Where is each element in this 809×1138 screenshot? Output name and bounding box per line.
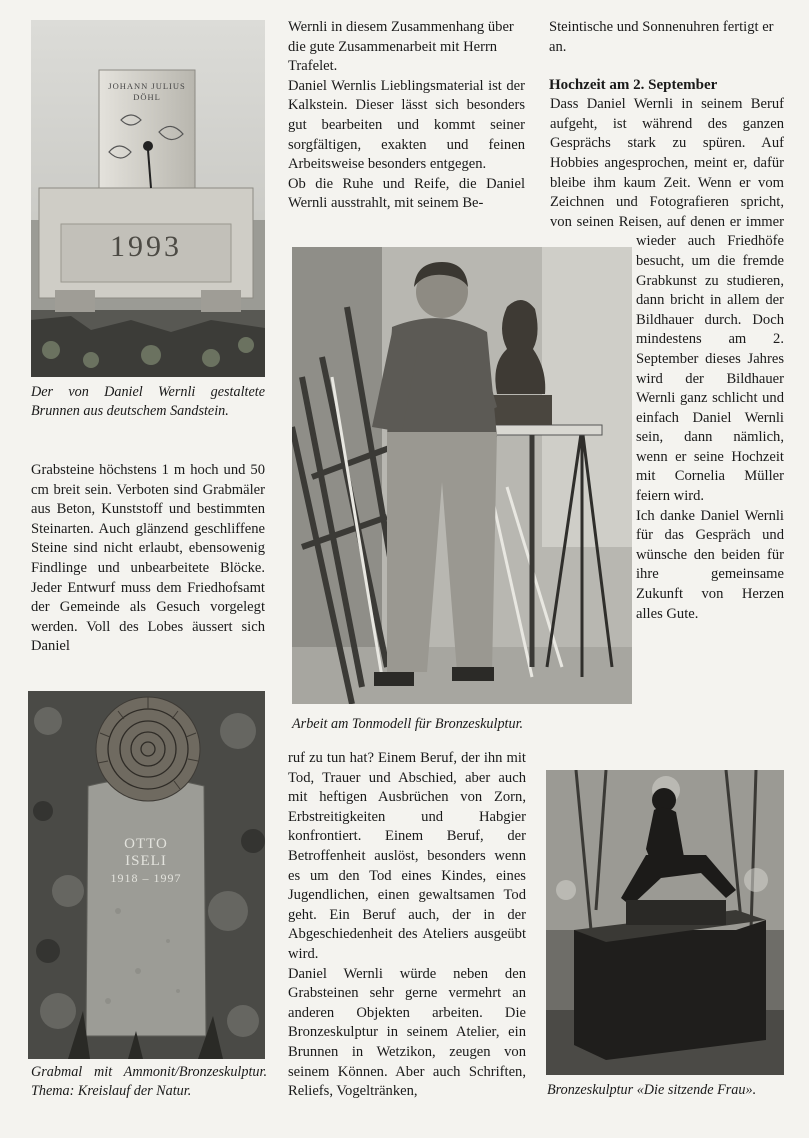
column3-text xyxy=(549,18,784,707)
fountain-name-line-1: JOHANN JULIUS xyxy=(108,81,186,91)
fountain-engraved-year: 1993 xyxy=(110,230,182,263)
column2-bottom-text xyxy=(288,749,526,1102)
column2-paragraph-4: ruf zu tun hat? Einem Beruf, der ihn mit Tod, Trauer und Abschied, aber auch mit heftigen Ausbrüchen von Zorn, Erbstreitigkeiten und Habgier konfrontiert. Einem Beruf, der Betroffenheit auslöst, besonders wenn es um den Tod eines Kindes, eines Jugendlichen, einen gewaltsamen Tod geht. Ein Beruf auch, der in der Abgeschiedenheit des Ateliers ausgeübt wird. xyxy=(288,750,526,962)
column2-paragraph-3: Ob die Ruhe und Reife, die Daniel Wernli ausstrahlt, mit seinem Be- xyxy=(288,175,525,212)
column1-paragraph: Grabsteine höchstens 1 m hoch und 50 cm breit sein. Verboten sind Grabmäler aus Beton, Kunststoff und bestimmten Steinarten. Auch glänzend geschliffene Steine sind nicht erlaubt, ebensowenig Findlinge und unbearbeitete Blöcke. Jeder Entwurf muss dem Friedhofsamt der Gemeinde als Gesuch vorgelegt werden. Voll des Lobes äussert sich Daniel xyxy=(31,462,265,655)
gravestone-engraved-text xyxy=(86,836,206,887)
fountain-name-line-2: DÖHL xyxy=(133,92,161,102)
gravestone-name-line-1: OTTO xyxy=(124,836,168,852)
gravestone-name-line-2: ISELI xyxy=(125,853,167,869)
gravestone-photo xyxy=(28,691,265,1059)
gravestone-caption: Grabmal mit Ammonit/Bronzeskulptur. Thema: Kreislauf der Natur. xyxy=(31,1064,267,1100)
column2-paragraph-5: Daniel Wernli würde neben den Grabsteinen sehr gerne vermehrt an anderen Objekten arbeiten. Die Bronzeskulptur in seinem Atelier, ein Brunnen in Wetzikon, zeugen von seinem Können. Aber auch Schriften, Reliefs, Vogeltränken, xyxy=(288,965,526,1100)
workshop-caption: Arbeit am Tonmodell für Bronzeskulptur. xyxy=(292,716,524,732)
column3-paragraph-3-flow: Ich danke Daniel Wernli für das Gespräch und wünsche den beiden für ihre gemeinsame Zukunft von Herzen alles Gute. xyxy=(636,507,784,622)
fountain-photo xyxy=(31,20,265,377)
bronze-photo xyxy=(546,770,784,1075)
column3-paragraph-1: Steintische und Sonnenuhren fertigt er an. xyxy=(549,19,774,55)
column2-paragraph-1: Wernli in diesem Zusammenhang über die gute Zusammenarbeit mit Herrn Trafelet. xyxy=(288,19,514,75)
column2-top-text xyxy=(288,18,525,214)
section-heading: Hochzeit am 2. September xyxy=(549,77,718,94)
bronze-image xyxy=(546,770,784,1075)
fountain-engraved-name xyxy=(101,81,193,103)
photo-wrap-left-top xyxy=(549,95,550,247)
column2-paragraph-2: Daniel Wernlis Lieblingsmaterial ist der Kalkstein. Dieser lässt sich besonders gut bearbeiten und kommt seiner sorgfältigen, exakten und feinen Arbeitsweise besonders entgegen. xyxy=(288,77,525,173)
column3-paragraph-2: Dass Daniel Wernli in seinem Beruf aufgeht, ist während des ganzen Gesprächs stark zu spüren. Auf Hobbies angesprochen, meint er, dafür bleibe ihm kaum Zeit. Wenn er vom Zeichnen und Fotografieren spricht, von seinen Reisen, auf denen er immer wieder auch Friedhöfe besucht, um die fremde Grabkunst zu studieren, dann bricht in allem der Bildhauer durch. Doch mindestens am 2. September dieses Jahres wird der Bildhauer Wernli ganz schlicht und einfach Daniel Wernli sein, dann nämlich, wenn er seine Hochzeit mit Cornelia Müller feiern wird. Ich danke Daniel Wernli für das Gespräch und wünsche den beiden für ihre gemeinsame Zukunft von Herzen alles Gute. xyxy=(549,95,784,624)
bronze-caption: Bronzeskulptur «Die sitzende Frau». xyxy=(547,1082,757,1098)
photo-wrap-spacer xyxy=(549,247,636,707)
fountain-image xyxy=(31,20,265,377)
gravestone-years: 1918 – 1997 xyxy=(110,871,182,885)
fountain-caption: Der von Daniel Wernli gestaltete Brunnen aus deutschem Sandstein. xyxy=(31,384,265,420)
